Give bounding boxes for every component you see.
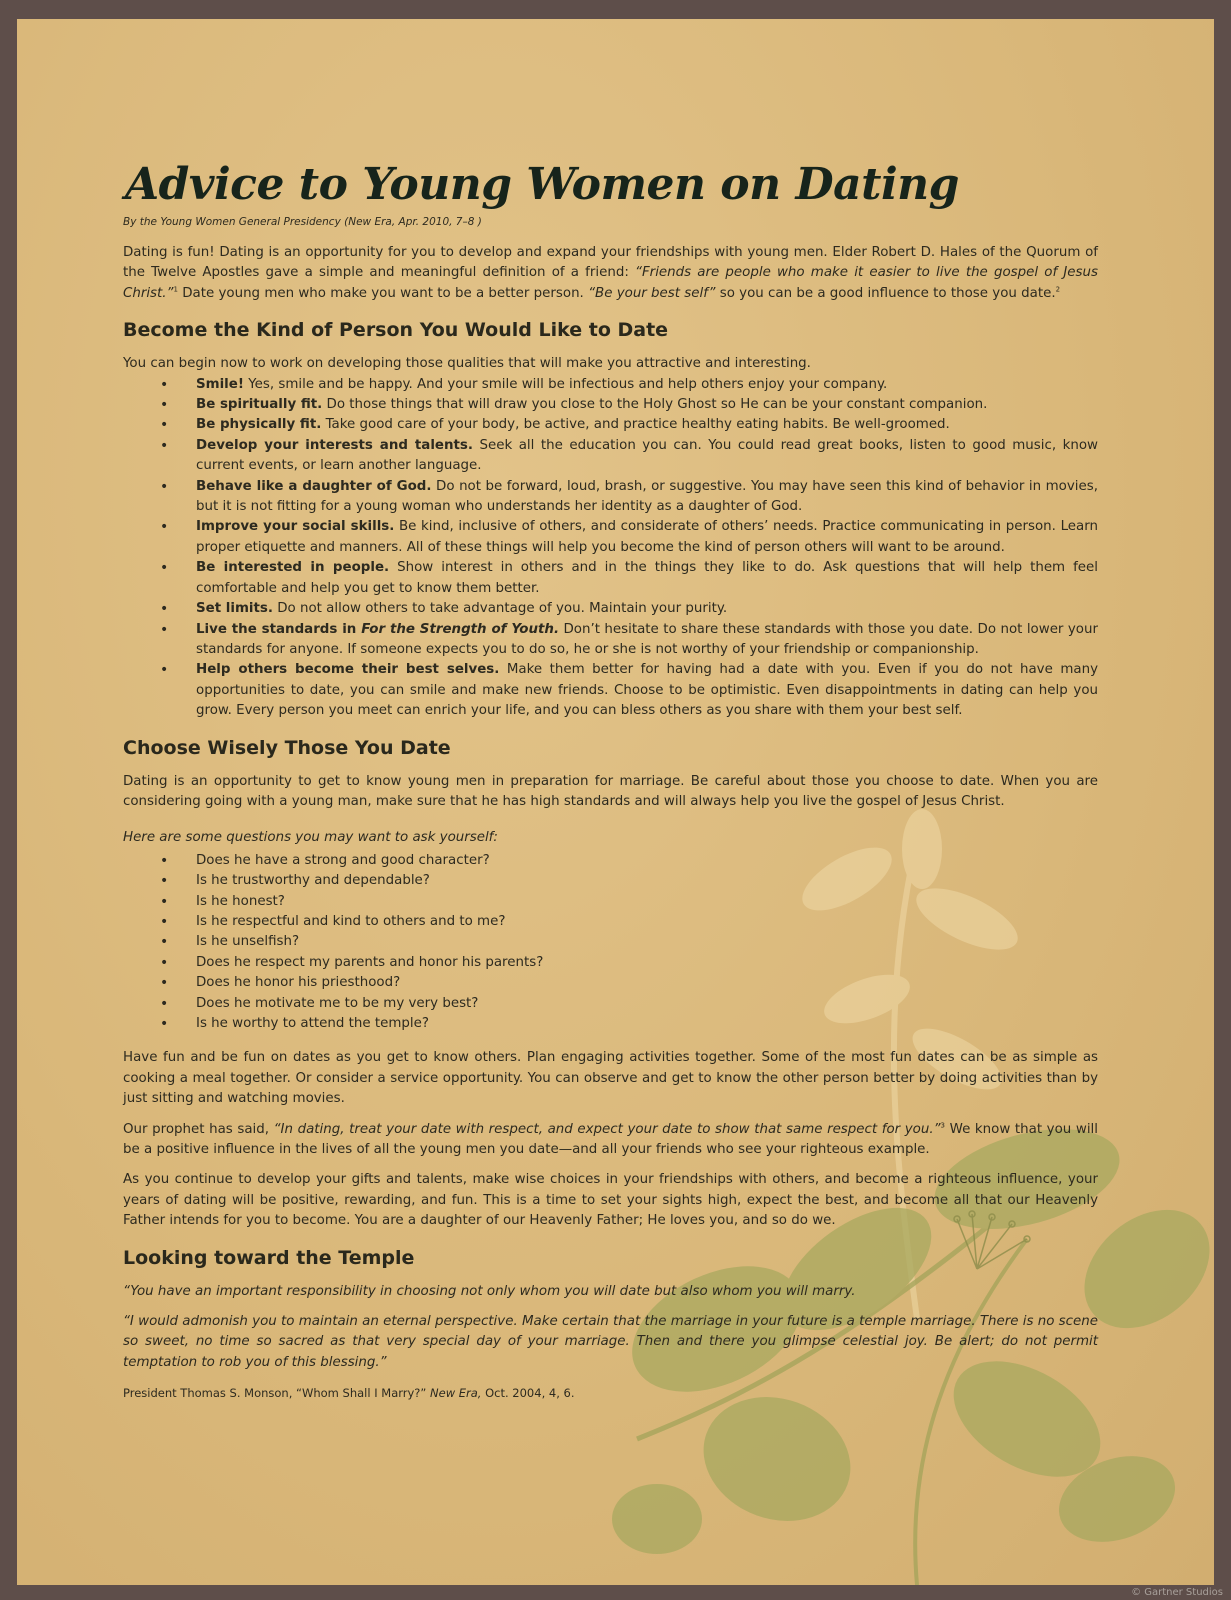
list-item: • Set limits. Do not allow others to take advantage of you. Maintain your purity. bbox=[196, 599, 1098, 619]
footnote-1: 1 bbox=[173, 285, 178, 294]
footnote-3: 3 bbox=[940, 1121, 946, 1130]
list-item: • Behave like a daughter of God. Do not be forward, loud, brash, or suggestive. You may have seen this kind of behavior in movies, but it is not fitting for a young woman who understands her identity as a daughter of God. bbox=[196, 477, 1098, 518]
section2-paragraph-4: As you continue to develop your gifts and talents, make wise choices in your friendships with others, and become a righteous influence, your years of dating will be positive, rewarding, and fun. This is a time to set your sights high, expect the best, and become all that our Heavenly Father intends for you to become. You are a daughter of our Heavenly Father; He loves you, and so do we. bbox=[123, 1172, 1098, 1229]
section2-paragraph-1: Dating is an opportunity to get to know young men in preparation for marriage. Be careful about those you choose to date. When you are considering going with a young man, make sure that he has high standards and will always help you live the gospel of Jesus Christ. bbox=[123, 773, 1098, 809]
list-item: • Does he have a strong and good character? bbox=[196, 851, 1098, 871]
section2-paragraph-2: Have fun and be fun on dates as you get to know others. Plan engaging activities together. Some of the most fun dates can be as simple as cooking a meal together. Or consider a service opportunity. You can observe and get to know the other person better by doing activities than by just sitting and watching movies. bbox=[123, 1050, 1098, 1107]
best-self-quote: “Be your best self” bbox=[588, 285, 716, 301]
list-item: • Be spiritually fit. Do those things that will draw you close to the Holy Ghost so He can be your constant companion. bbox=[196, 395, 1098, 415]
list-item: • Smile! Yes, smile and be happy. And your smile will be infectious and help others enjoy your company. bbox=[196, 375, 1098, 395]
page-title: Advice to Young Women on Dating bbox=[125, 159, 959, 210]
list-item: • Develop your interests and talents. Seek all the education you can. You could read great books, listen to good music, know current events, or learn another language. bbox=[196, 436, 1098, 477]
list-item: • Does he respect my parents and honor his parents? bbox=[196, 953, 1098, 973]
list-item: • Be interested in people. Show interest in others and in the things they like to do. Ask questions that will help them feel comfortable and help you get to know them better. bbox=[196, 558, 1098, 599]
list-item: • Is he trustworthy and dependable? bbox=[196, 871, 1098, 891]
list-item: • Is he unselfish? bbox=[196, 932, 1098, 952]
footnote-2: 2 bbox=[1055, 285, 1061, 294]
questions-list bbox=[123, 851, 1098, 1035]
temple-quote-2: “I would admonish you to maintain an eternal perspective. Make certain that the marriage in your future is a temple marriage. There is no scene so sweet, no time so sacred as that very special day of your marriage. Then and there you glimpse celestial joy. Be alert; do not permit temptation to rob you of this blessing.” bbox=[123, 1314, 1098, 1370]
prophet-quote: “In dating, treat your date with respect, and expect your date to show that same respect for you.” bbox=[273, 1121, 941, 1137]
hales-quote: “Friends are people who make it easier to live the gospel of Jesus Christ.” bbox=[123, 265, 1098, 301]
list-item: • Help others become their best selves. Make them better for having had a date with you. Even if you do not have many opportunities to date, you can smile and make new friends. Choose to be optimistic. Even disappointments in dating can help you grow. Every person you meet can enrich your life, and you can bless others as you share with them your best self. bbox=[196, 660, 1098, 721]
list-item: • Is he respectful and kind to others and to me? bbox=[196, 912, 1098, 932]
section-heading-choose: Choose Wisely Those You Date bbox=[123, 736, 451, 759]
intro-paragraph: Dating is fun! Dating is an opportunity for you to develop and expand your friendships with young men. Elder Robert D. Hales of the Quorum of the Twelve Apostles gave a simple and meaningful definition of a friend: “Friends are people who make it easier to live the gospel of Jesus Christ.”$^1$ Date young men who make you want to be a better person. “Be your best self” so you can be a good influence to those you date.$^2$ bbox=[123, 245, 1098, 301]
section2-paragraph-3: Our prophet has said, “In dating, treat your date with respect, and expect your date to show that same respect for you.”$^3$ We know that you will be a positive influence in the lives of all the young men you date—and all your friends who see your righteous example. bbox=[123, 1121, 1098, 1158]
list-item: • Does he motivate me to be my very best? bbox=[196, 994, 1098, 1014]
list-item: • Is he honest? bbox=[196, 892, 1098, 912]
list-item: • Live the standards in For the Strength of Youth. Don’t hesitate to share these standards with those you date. Do not lower your standards for anyone. If someone expects you to do so, he or she is not worthy of your friendship or companionship. bbox=[196, 620, 1098, 661]
list-item: • Be physically fit. Take good care of your body, be active, and practice healthy eating habits. Be well-groomed. bbox=[196, 415, 1098, 435]
section1-lead: You can begin now to work on developing those qualities that will make you attractive and interesting. bbox=[123, 356, 811, 372]
list-item: • Is he worthy to attend the temple? bbox=[196, 1014, 1098, 1034]
section-heading-become: Become the Kind of Person You Would Like to Date bbox=[123, 319, 669, 342]
paper-sheet bbox=[17, 19, 1214, 1585]
article bbox=[123, 157, 1098, 1404]
copyright-credit: © Gartner Studios bbox=[1131, 1587, 1223, 1598]
temple-quote-1: “You have an important responsibility in choosing not only whom you will date but also whom you will marry. bbox=[123, 1283, 856, 1299]
list-item: • Does he honor his priesthood? bbox=[196, 973, 1098, 993]
questions-intro: Here are some questions you may want to ask yourself: bbox=[123, 830, 498, 846]
byline: By the Young Women General Presidency (New Era, Apr. 2010, 7–8 ) bbox=[123, 216, 482, 228]
qualities-list bbox=[123, 375, 1098, 722]
section-heading-temple: Looking toward the Temple bbox=[123, 1246, 415, 1269]
list-item: • Improve your social skills. Be kind, inclusive of others, and considerate of others’ needs. Practice communicating in person. Learn proper etiquette and manners. All of these things will help you become the kind of person others will want to be around. bbox=[196, 517, 1098, 558]
citation: President Thomas S. Monson, “Whom Shall I Marry?” New Era, Oct. 2004, 4, 6. bbox=[123, 1386, 575, 1401]
